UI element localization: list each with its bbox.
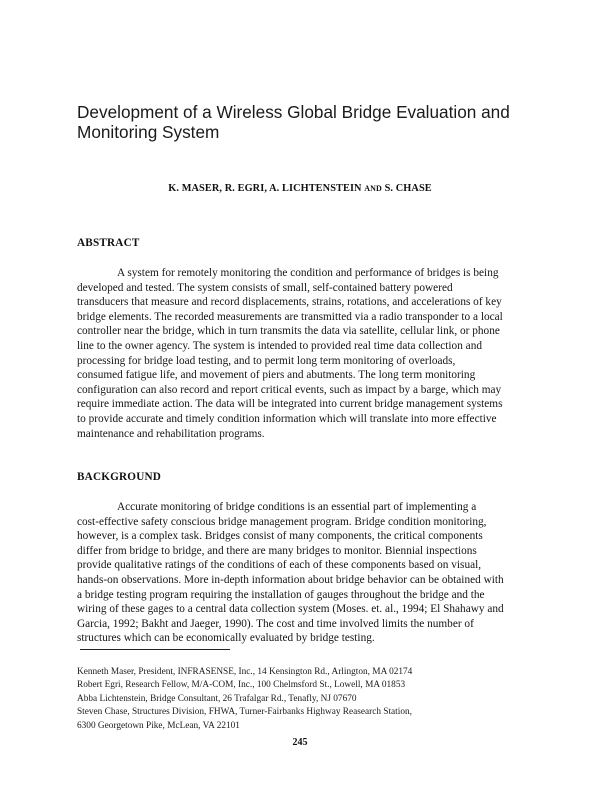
text-line: processing for bridge load testing, and to permit long term monitoring of overloads,	[77, 354, 456, 367]
text-line: transducers that measure and record displacements, strains, rotations, and accelerations of key	[77, 296, 502, 309]
text-line: wiring of these gages to a central data collection system (Moses. et. al., 1994; El Shahawy and	[77, 603, 504, 616]
text-line: A system for remotely monitoring the condition and performance of bridges is being	[117, 267, 499, 279]
text-line: cost-effective safety conscious bridge management program. Bridge condition monitoring,	[77, 515, 487, 528]
text-line: structures which can be economically evaluated by bridge testing.	[77, 632, 375, 645]
author-list	[0, 183, 600, 194]
text-line: a bridge testing program requiring the installation of gauges throughout the bridge and the	[77, 588, 485, 601]
footnote-line: 6300 Georgetown Pike, McLean, VA 22101	[77, 720, 240, 731]
footnote-line: Robert Egri, Research Fellow, M/A-COM, Inc., 100 Chelmsford St., Lowell, MA 01853	[77, 680, 406, 691]
text-line: maintenance and rehabilitation programs.	[77, 427, 265, 440]
text-line: Garcia, 1992; Bakht and Jaeger, 1990). The cost and time involved limits the number of	[77, 617, 474, 630]
title-line: Monitoring System	[77, 122, 220, 143]
abstract-paragraph	[77, 266, 537, 441]
footnote-line: Kenneth Maser, President, INFRASENSE, Inc., 14 Kensington Rd., Arlington, MA 02174	[77, 667, 413, 677]
page-number: 245	[292, 737, 308, 748]
footnote-separator	[80, 649, 230, 650]
authors-and: AND	[364, 184, 382, 193]
text-line: Accurate monitoring of bridge conditions is an essential part of implementing a	[117, 501, 477, 513]
background-paragraph	[77, 500, 537, 646]
text-line: hands-on observations. More in-depth information about bridge behavior can be obtained with	[77, 573, 504, 586]
text-line: configuration can also record and report critical events, such as impact by a barge, which may	[77, 383, 502, 396]
text-line: provide qualitative ratings of the conditions of each of these components based on visual,	[77, 559, 482, 572]
footnote-line: Abba Lichtenstein, Bridge Consultant, 26 Trafalgar Rd., Tenafly, NJ 07670	[77, 693, 357, 704]
text-line: line to the owner agency. The system is intended to provided real time data collection and	[77, 339, 482, 352]
author-affiliations-footnote	[77, 666, 547, 733]
paper-title	[77, 102, 547, 143]
abstract-heading: ABSTRACT	[77, 237, 140, 249]
text-line: require immediate action. The data will be integrated into current bridge management systems	[77, 398, 503, 411]
text-line: to provide accurate and timely condition information which will translate into more effective	[77, 412, 497, 425]
text-line: consumed fatigue life, and movement of piers and abutments. The long term monitoring	[77, 369, 476, 382]
title-line: Development of a Wireless Global Bridge Evaluation and	[77, 101, 510, 122]
text-line: differ from bridge to bridge, and there are many bridges to monitor. Biennial inspections	[77, 544, 477, 557]
text-line: controller near the bridge, which in turn transmits the data via satellite, cellular link, or phone	[77, 325, 500, 338]
authors-part: K. MASER, R. EGRI, A. LICHTENSTEIN	[168, 183, 365, 194]
text-line: bridge elements. The recorded measurements are transmitted via a radio transponder to a local	[77, 310, 503, 323]
text-line: however, is a complex task. Bridges consist of many components, the critical components	[77, 530, 483, 543]
footnote-line: Steven Chase, Structures Division, FHWA, Turner-Fairbanks Highway Reasearch Station,	[77, 707, 412, 718]
background-heading: BACKGROUND	[77, 471, 162, 483]
authors-part: S. CHASE	[381, 183, 432, 194]
text-line: developed and tested. The system consists of small, self-contained battery powered	[77, 281, 453, 294]
